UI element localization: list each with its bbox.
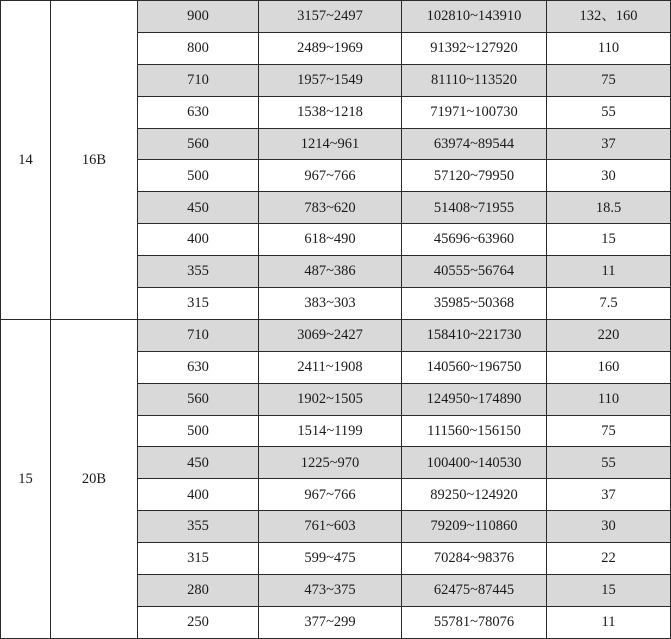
speed-cell: 900 — [138, 1, 259, 33]
speed-cell: 500 — [138, 415, 259, 447]
pressure-cell: 91392~127920 — [402, 32, 547, 64]
speed-cell: 355 — [138, 511, 259, 543]
power-cell: 7.5 — [547, 288, 671, 320]
power-cell: 132、160 — [547, 1, 671, 33]
flow-cell: 599~475 — [259, 543, 402, 575]
table-row — [1, 1, 671, 33]
flow-cell: 761~603 — [259, 511, 402, 543]
power-cell: 160 — [547, 351, 671, 383]
speed-cell: 280 — [138, 575, 259, 607]
power-cell: 30 — [547, 160, 671, 192]
speed-cell: 250 — [138, 606, 259, 638]
flow-cell: 383~303 — [259, 288, 402, 320]
flow-cell: 1514~1199 — [259, 415, 402, 447]
pressure-cell: 81110~113520 — [402, 64, 547, 96]
flow-cell: 377~299 — [259, 606, 402, 638]
power-cell: 75 — [547, 415, 671, 447]
group-number-cell: 15 — [1, 319, 51, 638]
pressure-cell: 124950~174890 — [402, 383, 547, 415]
power-cell: 22 — [547, 543, 671, 575]
pressure-cell: 35985~50368 — [402, 288, 547, 320]
pressure-cell: 62475~87445 — [402, 575, 547, 607]
power-cell: 220 — [547, 319, 671, 351]
speed-cell: 560 — [138, 128, 259, 160]
power-cell: 30 — [547, 511, 671, 543]
group-model-cell: 16B — [51, 1, 138, 320]
power-cell: 15 — [547, 224, 671, 256]
flow-cell: 1214~961 — [259, 128, 402, 160]
power-cell: 11 — [547, 256, 671, 288]
flow-cell: 967~766 — [259, 160, 402, 192]
flow-cell: 1957~1549 — [259, 64, 402, 96]
power-cell: 18.5 — [547, 192, 671, 224]
pressure-cell: 158410~221730 — [402, 319, 547, 351]
power-cell: 55 — [547, 96, 671, 128]
pressure-cell: 40555~56764 — [402, 256, 547, 288]
pressure-cell: 51408~71955 — [402, 192, 547, 224]
pressure-cell: 79209~110860 — [402, 511, 547, 543]
speed-cell: 315 — [138, 288, 259, 320]
pressure-cell: 70284~98376 — [402, 543, 547, 575]
pressure-cell: 102810~143910 — [402, 1, 547, 33]
pressure-cell: 89250~124920 — [402, 479, 547, 511]
power-cell: 15 — [547, 575, 671, 607]
flow-cell: 473~375 — [259, 575, 402, 607]
speed-cell: 800 — [138, 32, 259, 64]
pressure-cell: 63974~89544 — [402, 128, 547, 160]
pressure-cell: 111560~156150 — [402, 415, 547, 447]
speed-cell: 710 — [138, 319, 259, 351]
speed-cell: 400 — [138, 479, 259, 511]
power-cell: 55 — [547, 447, 671, 479]
power-cell: 11 — [547, 606, 671, 638]
speed-cell: 630 — [138, 96, 259, 128]
speed-cell: 315 — [138, 543, 259, 575]
pressure-cell: 140560~196750 — [402, 351, 547, 383]
speed-cell: 355 — [138, 256, 259, 288]
group-model-cell: 20B — [51, 319, 138, 638]
pressure-cell: 45696~63960 — [402, 224, 547, 256]
flow-cell: 2489~1969 — [259, 32, 402, 64]
power-cell: 37 — [547, 128, 671, 160]
group-number-cell: 14 — [1, 1, 51, 320]
speed-cell: 450 — [138, 447, 259, 479]
power-cell: 75 — [547, 64, 671, 96]
table-row — [1, 319, 671, 351]
specification-table-body — [1, 1, 671, 639]
flow-cell: 2411~1908 — [259, 351, 402, 383]
speed-cell: 400 — [138, 224, 259, 256]
flow-cell: 783~620 — [259, 192, 402, 224]
flow-cell: 1902~1505 — [259, 383, 402, 415]
power-cell: 110 — [547, 32, 671, 64]
power-cell: 110 — [547, 383, 671, 415]
power-cell: 37 — [547, 479, 671, 511]
flow-cell: 1538~1218 — [259, 96, 402, 128]
speed-cell: 560 — [138, 383, 259, 415]
speed-cell: 450 — [138, 192, 259, 224]
flow-cell: 967~766 — [259, 479, 402, 511]
speed-cell: 630 — [138, 351, 259, 383]
flow-cell: 487~386 — [259, 256, 402, 288]
pressure-cell: 55781~78076 — [402, 606, 547, 638]
pressure-cell: 100400~140530 — [402, 447, 547, 479]
flow-cell: 3157~2497 — [259, 1, 402, 33]
speed-cell: 710 — [138, 64, 259, 96]
flow-cell: 1225~970 — [259, 447, 402, 479]
flow-cell: 3069~2427 — [259, 319, 402, 351]
pressure-cell: 57120~79950 — [402, 160, 547, 192]
speed-cell: 500 — [138, 160, 259, 192]
pressure-cell: 71971~100730 — [402, 96, 547, 128]
flow-cell: 618~490 — [259, 224, 402, 256]
